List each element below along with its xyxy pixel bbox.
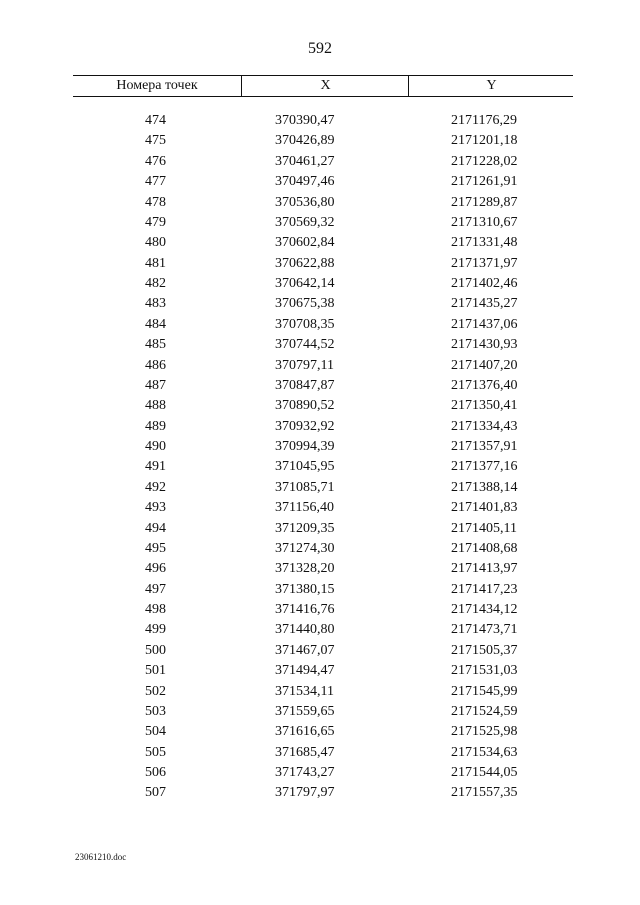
y-coordinate-cell: 2171430,93 (451, 337, 518, 353)
table-row (73, 437, 573, 457)
y-coordinate-cell: 2171331,48 (451, 235, 518, 251)
table-row (73, 193, 573, 213)
point-number-cell: 486 (145, 357, 166, 373)
x-coordinate-cell: 370797,11 (275, 357, 334, 373)
y-coordinate-cell: 2171417,23 (451, 581, 518, 597)
y-coordinate-cell: 2171505,37 (451, 642, 518, 658)
y-coordinate-cell: 2171201,18 (451, 133, 518, 149)
point-number-cell: 475 (145, 133, 166, 149)
y-coordinate-cell: 2171377,16 (451, 459, 518, 475)
point-number-cell: 505 (145, 744, 166, 760)
table-row (73, 457, 573, 477)
table-row (73, 233, 573, 253)
point-number-cell: 499 (145, 622, 166, 638)
x-coordinate-cell: 371274,30 (275, 540, 335, 556)
x-coordinate-cell: 371494,47 (275, 663, 335, 679)
table-row (73, 356, 573, 376)
table-row (73, 294, 573, 314)
x-coordinate-cell: 370536,80 (275, 194, 335, 210)
point-number-cell: 474 (145, 113, 166, 128)
x-coordinate-cell: 371797,97 (275, 785, 335, 801)
point-number-cell: 503 (145, 703, 166, 719)
x-coordinate-cell: 371209,35 (275, 520, 335, 536)
table-row (73, 376, 573, 396)
y-coordinate-cell: 2171350,41 (451, 398, 518, 414)
point-number-cell: 483 (145, 296, 166, 312)
x-coordinate-cell: 370994,39 (275, 439, 335, 454)
x-coordinate-cell: 371156,40 (275, 500, 334, 516)
table-row (73, 111, 573, 131)
x-coordinate-cell: 371743,27 (275, 765, 335, 780)
table-row (73, 559, 573, 579)
header-y: Y (408, 76, 574, 96)
x-coordinate-cell: 371616,65 (275, 724, 335, 740)
point-number-cell: 487 (145, 377, 166, 393)
y-coordinate-cell: 2171402,46 (451, 276, 518, 291)
y-coordinate-cell: 2171376,40 (451, 377, 518, 393)
point-number-cell: 488 (145, 398, 166, 414)
x-coordinate-cell: 370642,14 (275, 276, 335, 291)
table-row (73, 478, 573, 498)
header-x: X (241, 76, 409, 96)
table-row (73, 763, 573, 783)
table-row (73, 172, 573, 192)
x-coordinate-cell: 371380,15 (275, 581, 335, 597)
table-row (73, 274, 573, 294)
table-header (73, 75, 573, 97)
y-coordinate-cell: 2171176,29 (451, 113, 517, 128)
table-row (73, 498, 573, 518)
x-coordinate-cell: 370390,47 (275, 113, 335, 128)
point-number-cell: 501 (145, 663, 166, 679)
y-coordinate-cell: 2171357,91 (451, 439, 518, 454)
x-coordinate-cell: 371085,71 (275, 479, 335, 495)
y-coordinate-cell: 2171545,99 (451, 683, 518, 699)
point-number-cell: 477 (145, 174, 166, 190)
y-coordinate-cell: 2171525,98 (451, 724, 518, 740)
x-coordinate-cell: 371440,80 (275, 622, 335, 638)
x-coordinate-cell: 371559,65 (275, 703, 335, 719)
point-number-cell: 496 (145, 561, 166, 577)
y-coordinate-cell: 2171371,97 (451, 255, 518, 271)
x-coordinate-cell: 370932,92 (275, 418, 335, 434)
header-point-numbers: Номера точек (116, 78, 198, 93)
x-coordinate-cell: 370426,89 (275, 133, 335, 149)
x-coordinate-cell: 370602,84 (275, 235, 335, 251)
point-number-cell: 506 (145, 765, 166, 780)
y-coordinate-cell: 2171261,91 (451, 174, 518, 190)
x-coordinate-cell: 370461,27 (275, 153, 335, 169)
table-row (73, 539, 573, 559)
y-coordinate-cell: 2171413,97 (451, 561, 518, 577)
point-number-cell: 492 (145, 479, 166, 495)
table-row (73, 783, 573, 803)
x-coordinate-cell: 370890,52 (275, 398, 335, 414)
point-number-cell: 494 (145, 520, 166, 536)
point-number-cell: 482 (145, 276, 166, 291)
table-row (73, 417, 573, 437)
y-coordinate-cell: 2171557,35 (451, 785, 518, 801)
y-coordinate-cell: 2171405,11 (451, 520, 517, 536)
x-coordinate-cell: 370675,38 (275, 296, 335, 312)
table-row (73, 131, 573, 151)
table-row (73, 722, 573, 742)
y-coordinate-cell: 2171408,68 (451, 540, 518, 556)
x-coordinate-cell: 370497,46 (275, 174, 335, 190)
x-coordinate-cell: 370847,87 (275, 377, 335, 393)
x-coordinate-cell: 371416,76 (275, 602, 335, 617)
x-coordinate-cell: 371685,47 (275, 744, 335, 760)
y-coordinate-cell: 2171473,71 (451, 622, 518, 638)
y-coordinate-cell: 2171524,59 (451, 703, 518, 719)
table-row (73, 213, 573, 233)
table-row (73, 335, 573, 355)
point-number-cell: 490 (145, 439, 166, 454)
point-number-cell: 476 (145, 153, 166, 169)
table-row (73, 152, 573, 172)
x-coordinate-cell: 370569,32 (275, 214, 335, 230)
point-number-cell: 484 (145, 316, 166, 332)
x-coordinate-cell: 371534,11 (275, 683, 334, 699)
table-row (73, 661, 573, 681)
point-number-cell: 502 (145, 683, 166, 699)
point-number-cell: 497 (145, 581, 166, 597)
table-row (73, 743, 573, 763)
y-coordinate-cell: 2171401,83 (451, 500, 518, 516)
x-coordinate-cell: 371467,07 (275, 642, 335, 658)
table-row (73, 600, 573, 620)
point-number-cell: 500 (145, 642, 166, 658)
point-number-cell: 479 (145, 214, 166, 230)
x-coordinate-cell: 370622,88 (275, 255, 335, 271)
x-coordinate-cell: 370708,35 (275, 316, 335, 332)
table-row (73, 580, 573, 600)
point-number-cell: 491 (145, 459, 166, 475)
point-number-cell: 481 (145, 255, 166, 271)
y-coordinate-cell: 2171534,63 (451, 744, 518, 760)
table-row (73, 519, 573, 539)
table-row (73, 702, 573, 722)
y-coordinate-cell: 2171407,20 (451, 357, 518, 373)
point-number-cell: 504 (145, 724, 166, 740)
y-coordinate-cell: 2171310,67 (451, 214, 518, 230)
y-coordinate-cell: 2171531,03 (451, 663, 518, 679)
y-coordinate-cell: 2171437,06 (451, 316, 518, 332)
y-coordinate-cell: 2171334,43 (451, 418, 518, 434)
point-number-cell: 478 (145, 194, 166, 210)
y-coordinate-cell: 2171388,14 (451, 479, 518, 495)
point-number-cell: 507 (145, 785, 166, 801)
point-number-cell: 495 (145, 540, 166, 556)
page-number: 592 (308, 40, 332, 57)
y-coordinate-cell: 2171434,12 (451, 602, 518, 617)
table-row (73, 682, 573, 702)
point-number-cell: 480 (145, 235, 166, 251)
y-coordinate-cell: 2171544,05 (451, 765, 518, 780)
footer-file-name: 23061210.doc (75, 852, 127, 862)
y-coordinate-cell: 2171228,02 (451, 153, 518, 169)
point-number-cell: 489 (145, 418, 166, 434)
point-number-cell: 498 (145, 602, 166, 617)
y-coordinate-cell: 2171289,87 (451, 194, 518, 210)
x-coordinate-cell: 371045,95 (275, 459, 335, 475)
table-row (73, 396, 573, 416)
table-row (73, 620, 573, 640)
x-coordinate-cell: 370744,52 (275, 337, 335, 353)
x-coordinate-cell: 371328,20 (275, 561, 335, 577)
table-row (73, 315, 573, 335)
point-number-cell: 493 (145, 500, 166, 516)
y-coordinate-cell: 2171435,27 (451, 296, 518, 312)
coordinates-table-body (73, 111, 573, 804)
point-number-cell: 485 (145, 337, 166, 353)
table-row (73, 254, 573, 274)
table-row (73, 641, 573, 661)
